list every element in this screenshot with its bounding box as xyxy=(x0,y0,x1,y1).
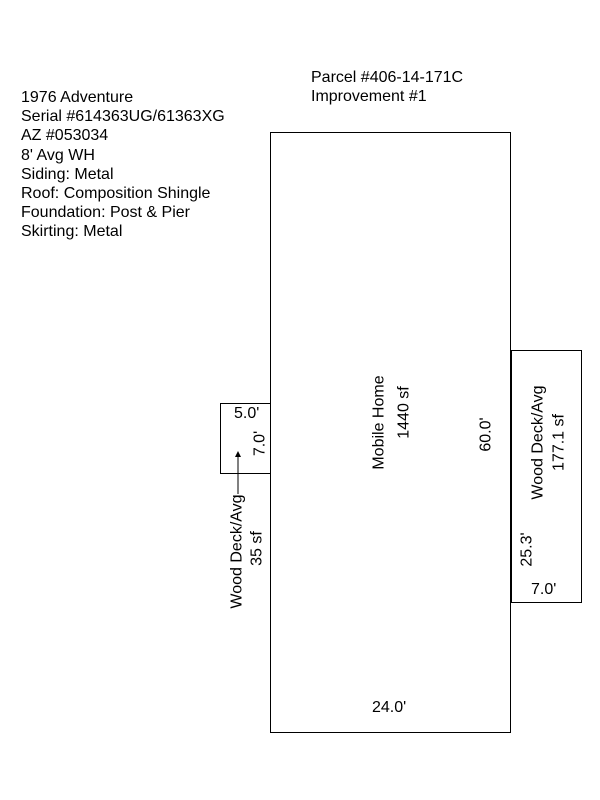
left-deck-width: 5.0' xyxy=(234,405,260,422)
mobile-home-label: Mobile Home xyxy=(370,375,388,470)
info-line-wall-height: 8' Avg WH xyxy=(21,146,95,164)
property-info xyxy=(21,88,225,242)
info-line-az: AZ #053034 xyxy=(21,127,109,145)
right-deck-label: Wood Deck/Avg xyxy=(529,385,547,500)
mobile-home-width: 24.0' xyxy=(372,699,407,716)
right-deck-width: 7.0' xyxy=(531,581,557,598)
info-line-skirting: Skirting: Metal xyxy=(21,223,123,241)
parcel-number: Parcel #406-14-171C xyxy=(311,69,464,86)
info-line-siding: Siding: Metal xyxy=(21,165,114,183)
mobile-home-outline xyxy=(270,132,511,733)
right-deck-area: 177.1 sf xyxy=(550,414,568,471)
mobile-home-length: 60.0' xyxy=(477,417,495,452)
right-deck-length: 25.3' xyxy=(518,532,536,567)
info-line-foundation: Foundation: Post & Pier xyxy=(21,204,190,222)
left-deck-area: 35 sf xyxy=(248,531,266,566)
left-deck-label: Wood Deck/Avg xyxy=(228,494,246,609)
improvement-number: Improvement #1 xyxy=(311,88,427,105)
info-line-serial: Serial #614363UG/61363XG xyxy=(21,108,225,126)
left-deck-pointer-arrow xyxy=(232,448,244,496)
info-line-roof: Roof: Composition Shingle xyxy=(21,185,211,203)
left-deck-length: 7.0' xyxy=(251,430,269,457)
info-line-model: 1976 Adventure xyxy=(21,89,134,106)
mobile-home-area: 1440 sf xyxy=(395,386,413,439)
